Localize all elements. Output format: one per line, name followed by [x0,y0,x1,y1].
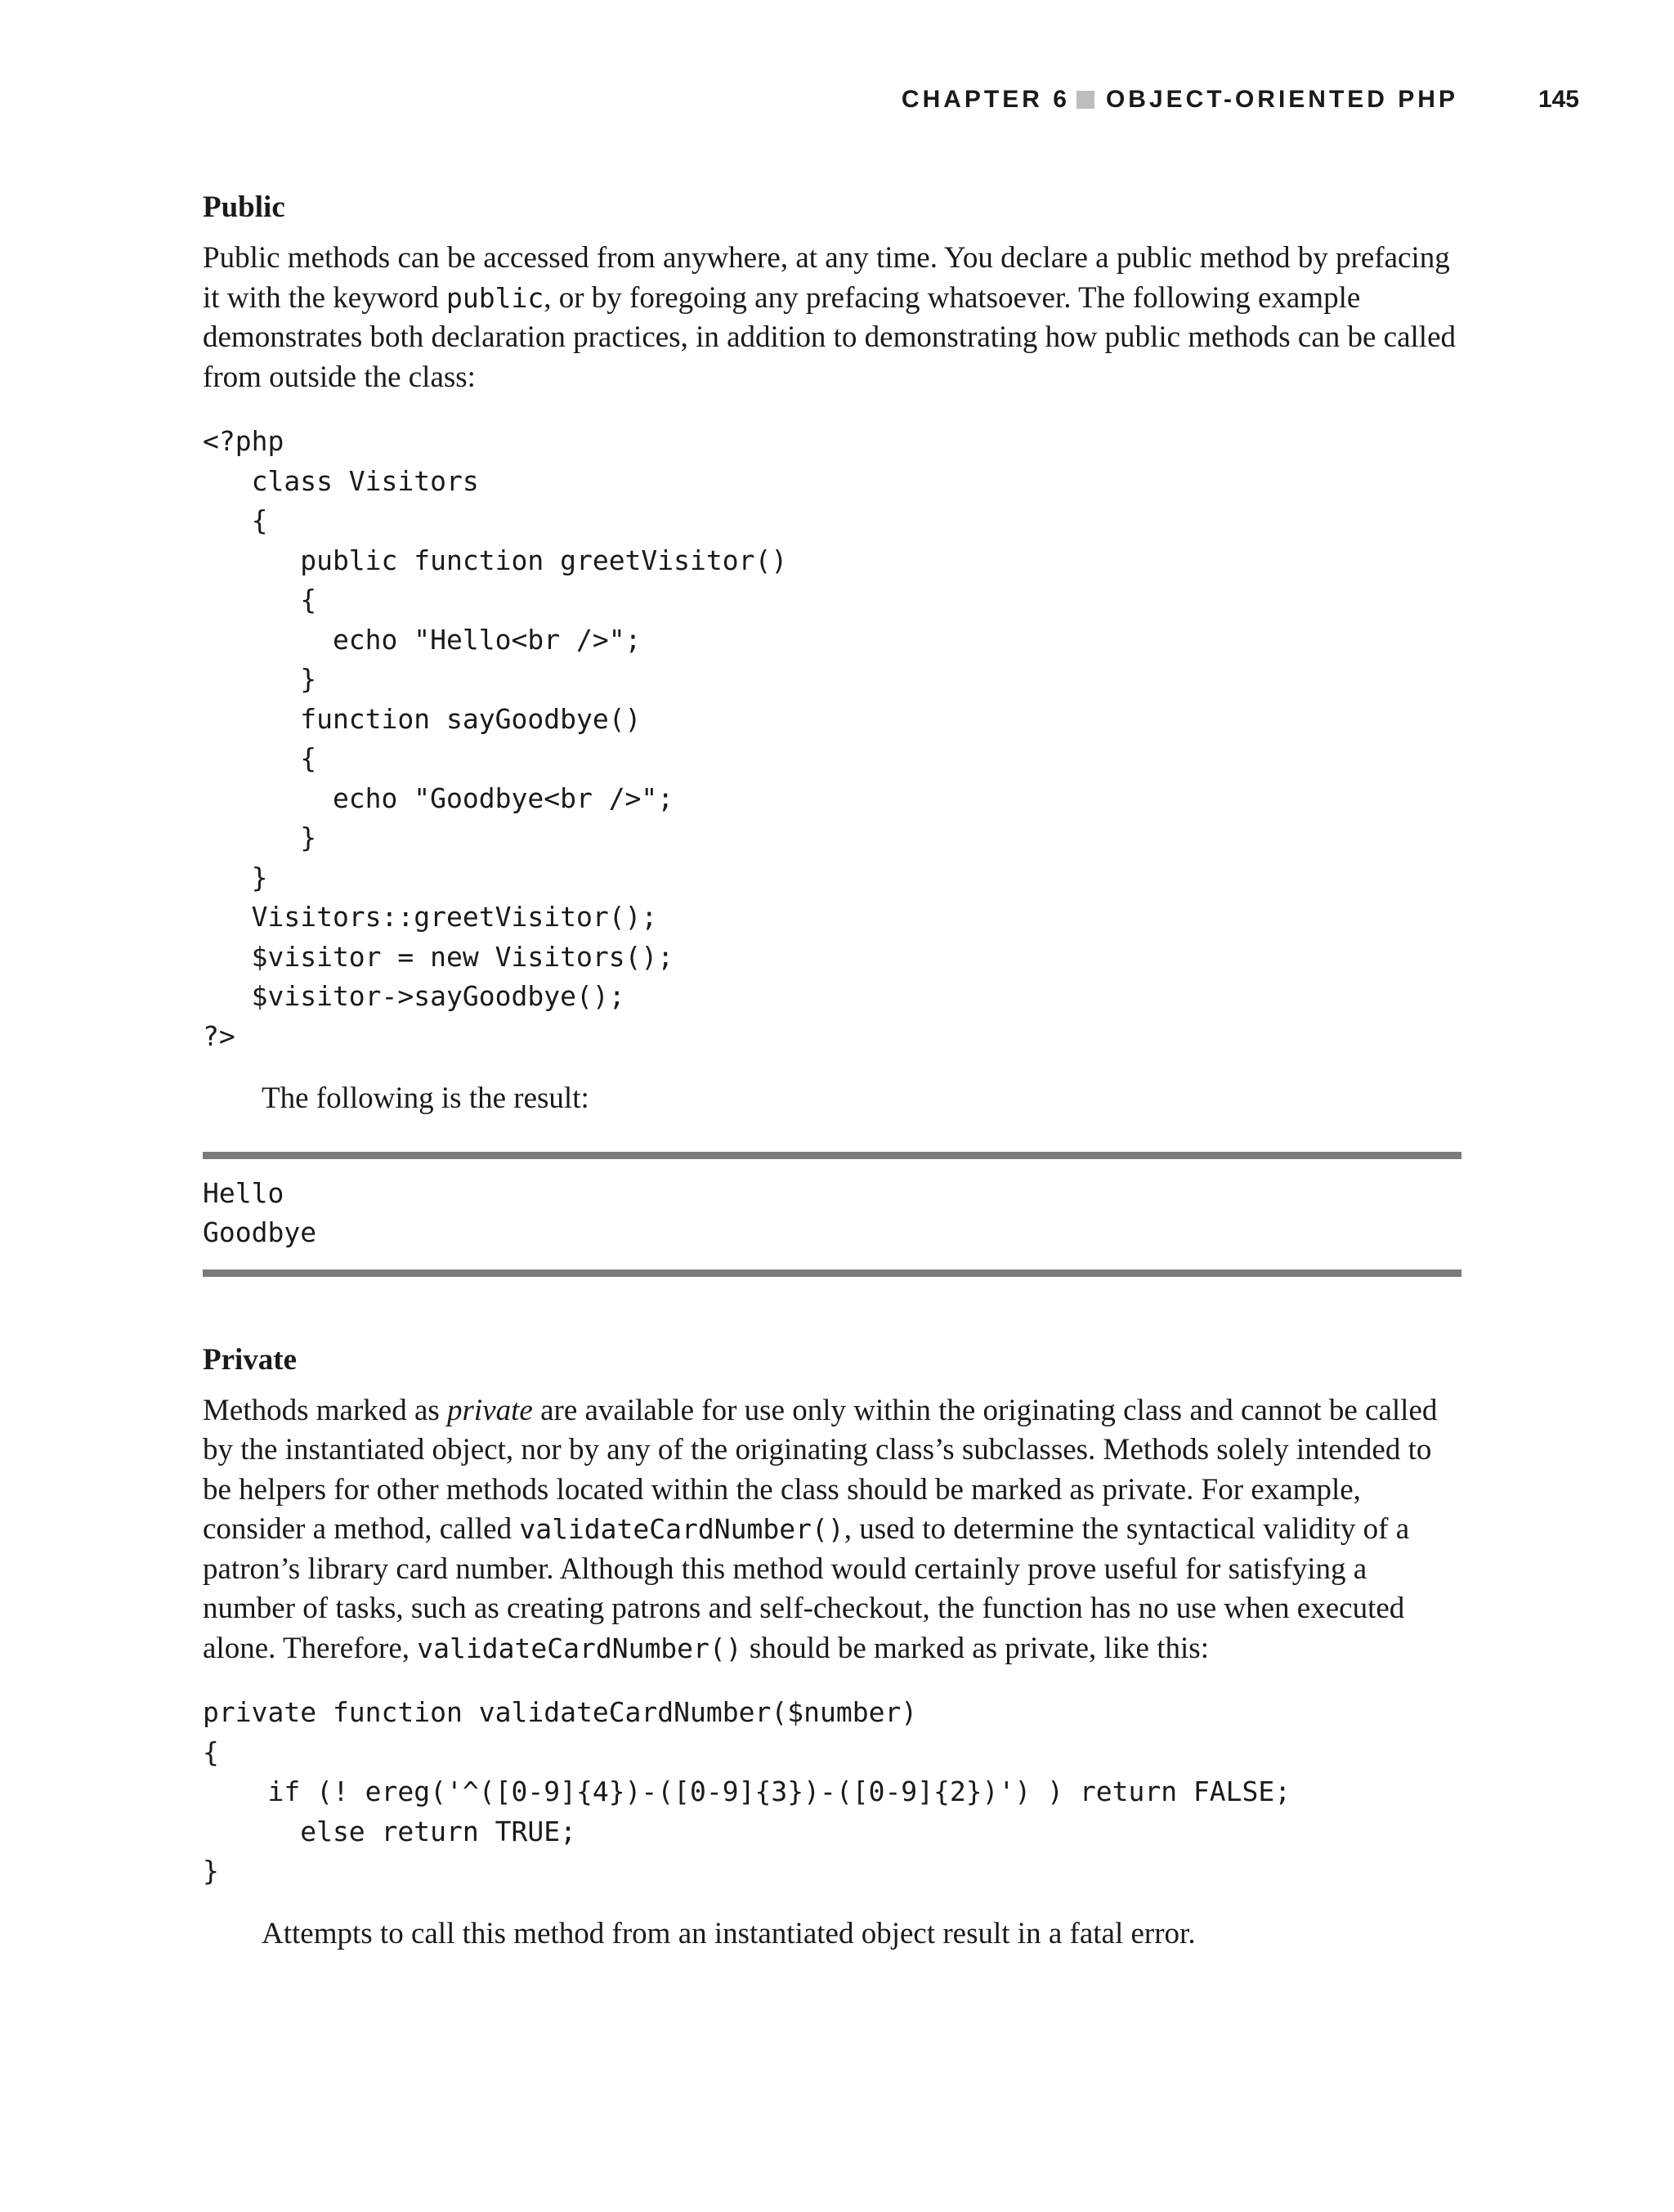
private-paragraph-text-4: should be marked as private, like this: [741,1631,1209,1665]
result-intro: The following is the result: [262,1081,589,1115]
validate-method-code-2: validateCardNumber() [417,1632,742,1664]
page-number: 145 [1537,86,1579,113]
public-keyword-code: public [446,281,544,314]
private-paragraph-text-1: Methods marked as [203,1393,448,1427]
separator-square-icon [1076,91,1094,109]
private-paragraph-text-2: are available for use only within the originating class and cannot be called by the instantiated object, nor by any of the originating class’s subclasses. Methods solely intended to be helpers for other methods located within the class should be marked as private. For example, consider a method, called [203,1393,1438,1546]
public-heading: Public [203,190,285,224]
public-paragraph-text-1: Public methods can be accessed from anywhere, at any time. You declare a public method by prefacing it with the keyword [203,241,1450,315]
public-paragraph-text-2: , or by foregoing any prefacing whatsoever. The following example demonstrates both declaration practices, in addition to demonstrating how public methods can be called from outside the class: [203,280,1457,394]
private-code-block: private function validateCardNumber($number) { if (! ereg('^([0-9]{4})-([0-9]{3})-([0-9]{2})') ) return FALSE; else return TRUE; } [203,1696,1291,1887]
page-content [203,188,1461,1954]
output-box [203,1152,1461,1277]
private-paragraph-text-3: , used to determine the syntactical validity of a patron’s library card number. Although this method would certainly prove useful for satisfying a number of tasks, such as creating patrons and self-checkout, the function has no use when executed alone. Therefore, [203,1512,1410,1665]
chapter-label: CHAPTER 6 [901,86,1070,113]
private-paragraph [203,1391,1461,1669]
public-code-block: <?php class Visitors { public function greetVisitor() { echo "Hello<br />"; } function sayGoodbye() { echo "Goodbye<br />"; } } Visitors::greetVisitor(); $visitor = new Visitors(); $visitor->sayGoodbye(); ?> [203,425,788,1052]
public-paragraph [203,239,1461,397]
output-text: Hello Goodbye [203,1176,317,1248]
closing-sentence: Attempts to call this method from an instantiated object result in a fatal error. [262,1916,1196,1950]
validate-method-code-1: validateCardNumber() [519,1513,844,1545]
chapter-title: OBJECT-ORIENTED PHP [1105,86,1458,113]
page-header [0,82,1674,118]
private-heading: Private [203,1342,298,1377]
running-head [902,82,1458,118]
private-emphasis: private [447,1393,533,1427]
